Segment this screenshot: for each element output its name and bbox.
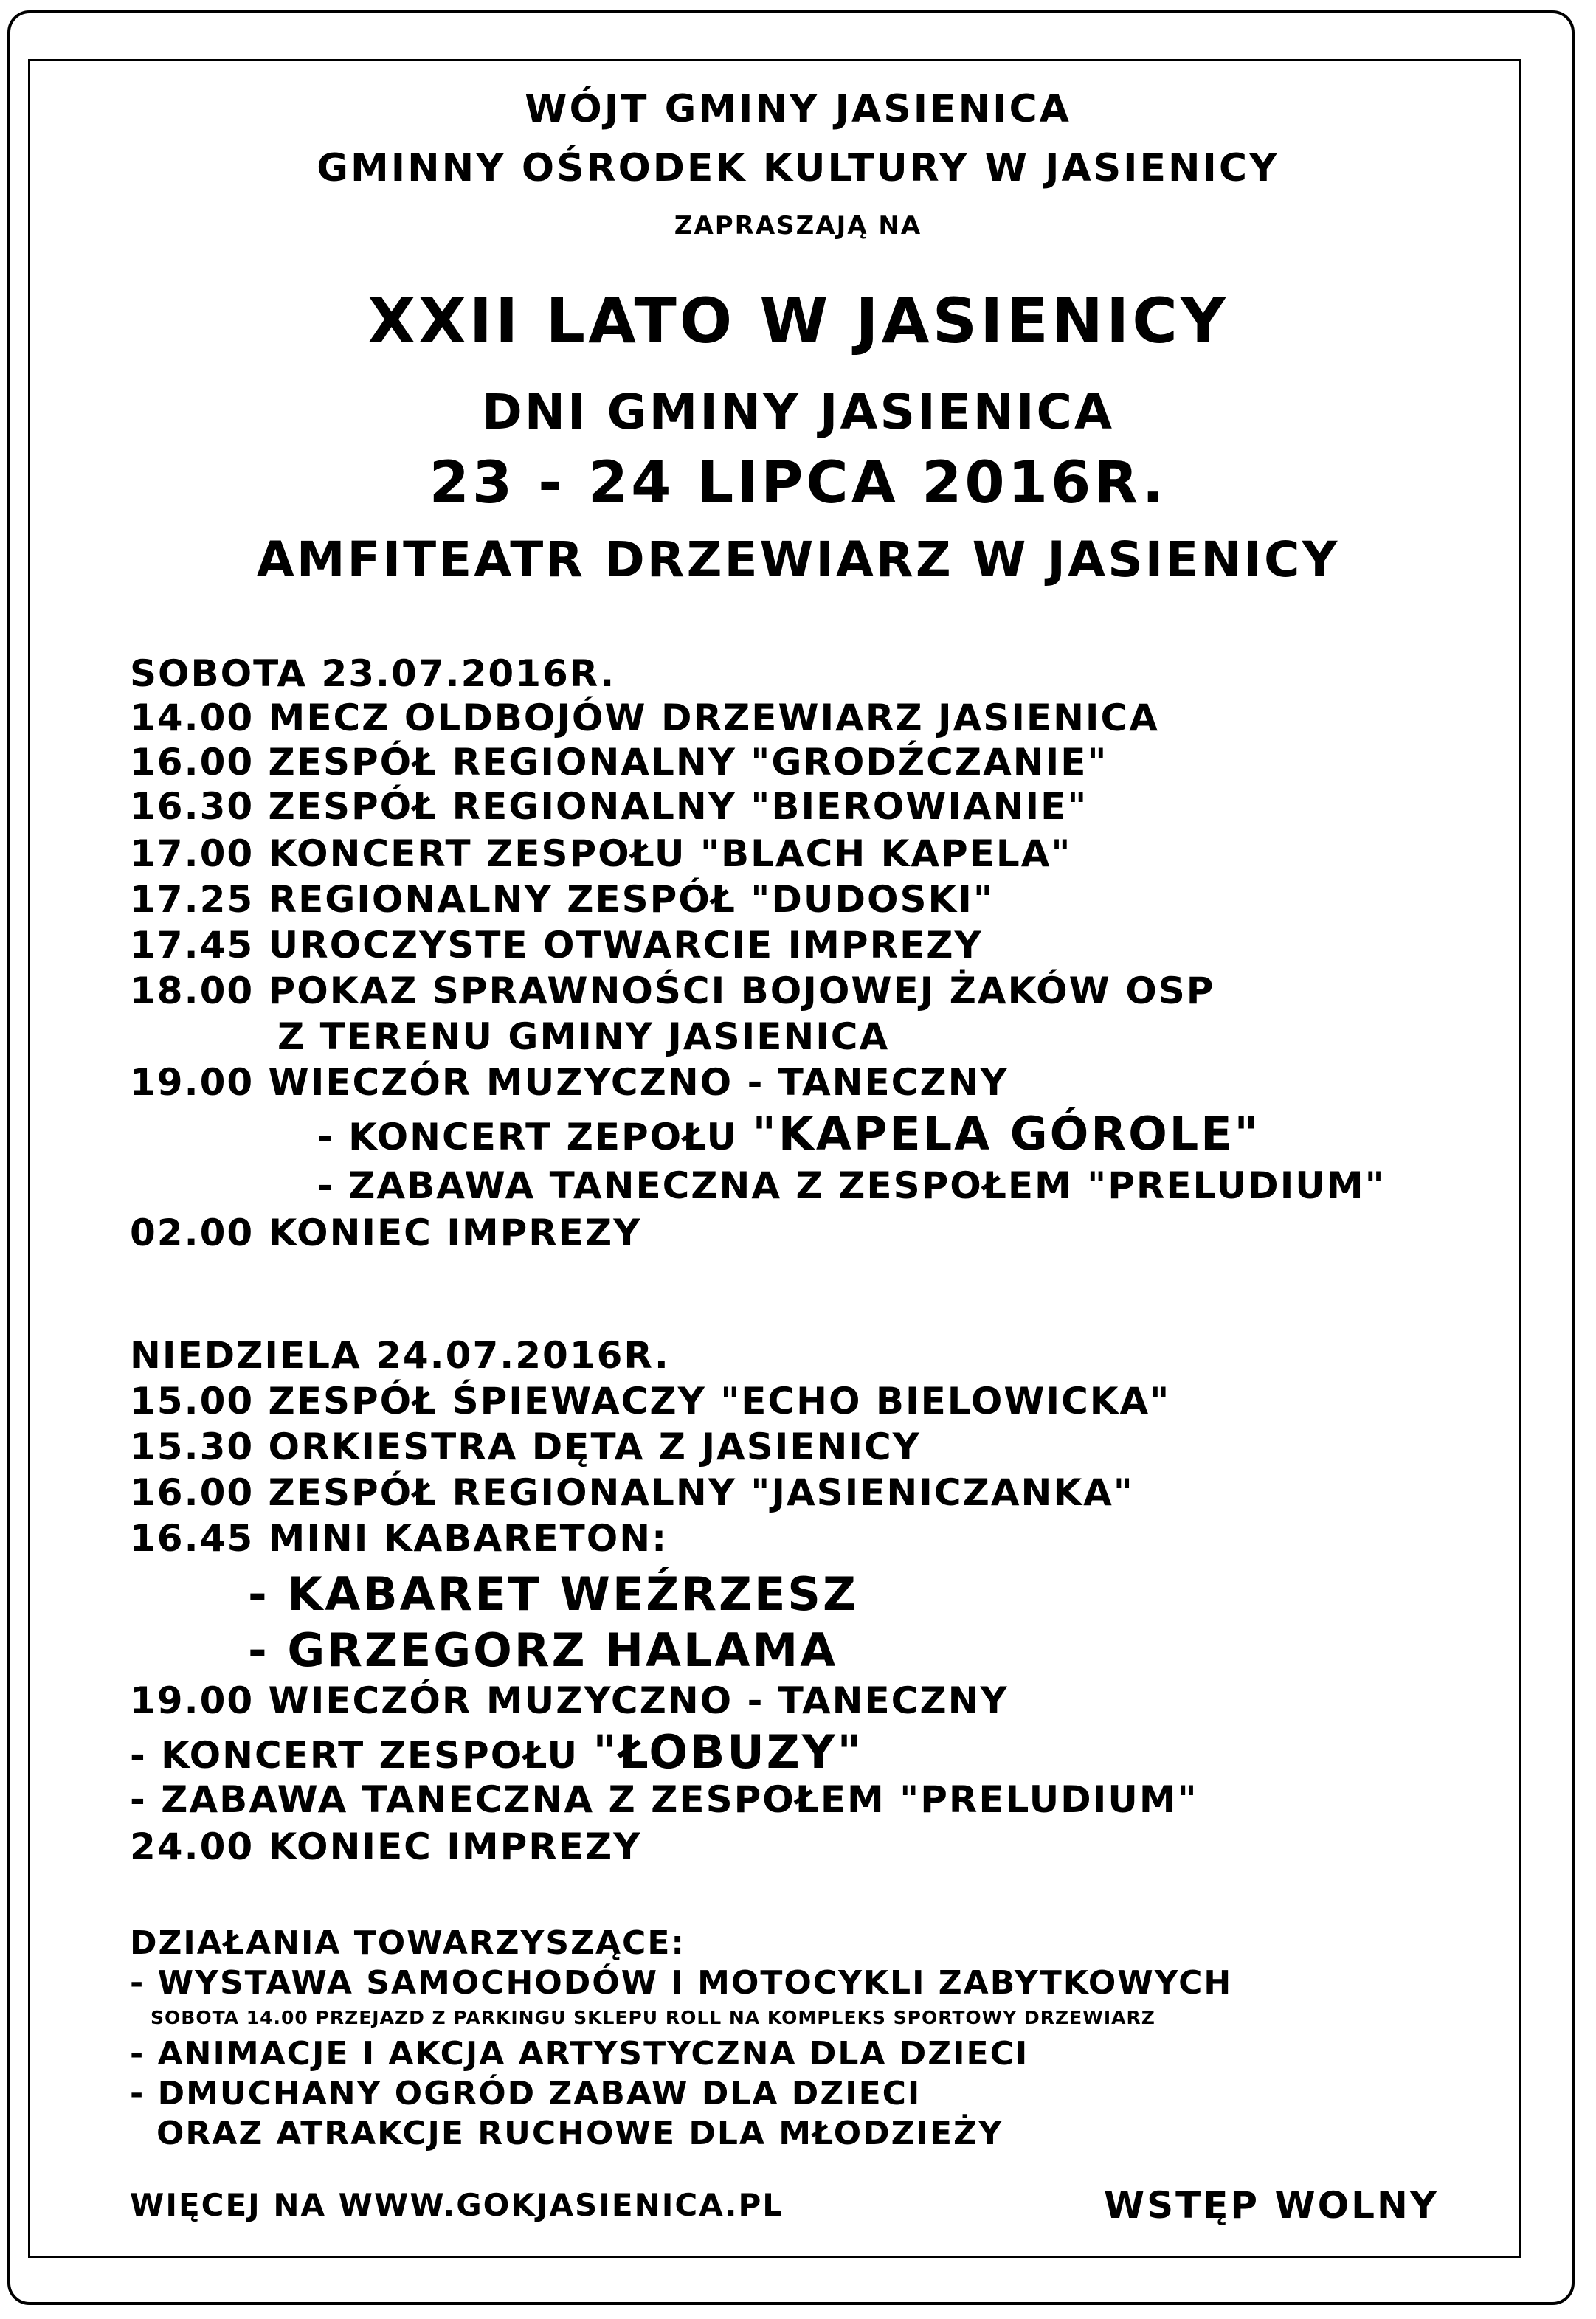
sunday-dance-line: - ZABAWA TANECZNA Z ZESPOŁEM "PRELUDIUM" (130, 1778, 1198, 1821)
saturday-heading: SOBOTA 23.07.2016R. (130, 652, 616, 695)
sunday-end: 24.00 KONIEC IMPREZY (130, 1825, 642, 1868)
sunday-item: 16.45 MINI KABARETON: (130, 1517, 669, 1560)
cabaret-performer: - GRZEGORZ HALAMA (248, 1623, 838, 1677)
extras-item: - ANIMACJE I AKCJA ARTYSTYCZNA DLA DZIECI (130, 2035, 1029, 2073)
saturday-item-continuation: Z TERENU GMINY JASIENICA (277, 1015, 890, 1058)
saturday-dance-line: - ZABAWA TANECZNA Z ZESPOŁEM "PRELUDIUM" (317, 1164, 1386, 1207)
invitation-line: ZAPRASZAJĄ NA (674, 211, 922, 241)
saturday-item: 17.45 UROCZYSTE OTWARCIE IMPREZY (130, 924, 983, 967)
saturday-item: 18.00 POKAZ SPRAWNOŚCI BOJOWEJ ŻAKÓW OSP (130, 970, 1215, 1012)
sunday-item: 15.30 ORKIESTRA DĘTA Z JASIENICY (130, 1425, 921, 1468)
event-venue: AMFITEATR DRZEWIARZ W JASIENICY (256, 531, 1340, 588)
extras-heading: DZIAŁANIA TOWARZYSZĄCE: (130, 1924, 685, 1962)
sunday-concert-prefix: - KONCERT ZESPOŁU (130, 1734, 593, 1777)
event-subtitle: DNI GMINY JASIENICA (481, 384, 1115, 440)
cabaret-performer: - KABARET WEŹRZESZ (248, 1567, 858, 1621)
saturday-end: 02.00 KONIEC IMPREZY (130, 1212, 642, 1254)
extras-note: SOBOTA 14.00 PRZEJAZD Z PARKINGU SKLEPU ROLL NA KOMPLEKS SPORTOWY DRZEWIARZ (151, 2007, 1155, 2028)
sunday-heading: NIEDZIELA 24.07.2016R. (130, 1334, 670, 1377)
extras-item: - WYSTAWA SAMOCHODÓW I MOTOCYKLI ZABYTKOWYCH (130, 1964, 1233, 2002)
sunday-concert-line (130, 1725, 863, 1779)
sunday-concert-band: "ŁOBUZY" (593, 1725, 863, 1779)
saturday-item: 16.00 ZESPÓŁ REGIONALNY "GRODŹCZANIE" (130, 741, 1108, 784)
saturday-item: 17.00 KONCERT ZESPOŁU "BLACH KAPELA" (130, 832, 1072, 875)
free-entry-label: WSTĘP WOLNY (1104, 2184, 1440, 2227)
saturday-item: 14.00 MECZ OLDBOJÓW DRZEWIARZ JASIENICA (130, 697, 1159, 739)
organizer-line-2: GMINNY OŚRODEK KULTURY W JASIENICY (317, 146, 1279, 190)
event-title: XXII LATO W JASIENICY (367, 285, 1229, 357)
extras-item: - DMUCHANY OGRÓD ZABAW DLA DZIECI (130, 2075, 922, 2112)
saturday-item: 17.25 REGIONALNY ZESPÓŁ "DUDOSKI" (130, 878, 994, 921)
extras-item-continuation: ORAZ ATRAKCJE RUCHOWE DLA MŁODZIEŻY (156, 2115, 1003, 2152)
saturday-concert-band: "KAPELA GÓROLE" (752, 1107, 1260, 1161)
saturday-item: 19.00 WIECZÓR MUZYCZNO - TANECZNY (130, 1061, 1009, 1104)
sunday-item: 16.00 ZESPÓŁ REGIONALNY "JASIENICZANKA" (130, 1471, 1134, 1514)
sunday-evening: 19.00 WIECZÓR MUZYCZNO - TANECZNY (130, 1679, 1009, 1722)
organizer-line-1: WÓJT GMINY JASIENICA (525, 87, 1071, 131)
saturday-concert-line (317, 1107, 1260, 1161)
event-dates: 23 - 24 LIPCA 2016R. (429, 450, 1167, 516)
saturday-item: 16.30 ZESPÓŁ REGIONALNY "BIEROWIANIE" (130, 785, 1088, 828)
website-line: WIĘCEJ NA WWW.GOKJASIENICA.PL (130, 2187, 784, 2223)
saturday-concert-prefix: - KONCERT ZEPOŁU (317, 1116, 753, 1158)
sunday-item: 15.00 ZESPÓŁ ŚPIEWACZY "ECHO BIELOWICKA" (130, 1380, 1171, 1423)
